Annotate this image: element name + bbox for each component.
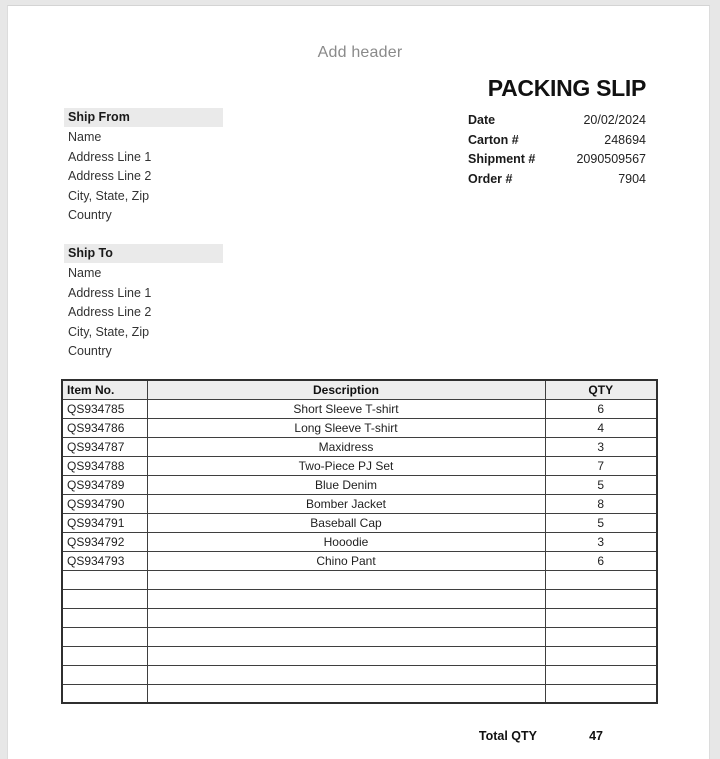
order-info-block: [468, 111, 646, 189]
empty-table-row: [62, 665, 657, 684]
info-row-shipment: [468, 150, 646, 170]
qty-cell[interactable]: 5: [545, 475, 657, 494]
ship-to-address1: Address Line 1: [68, 285, 152, 300]
item-no-cell[interactable]: QS934789: [62, 475, 147, 494]
order-number-label: Order #: [468, 171, 513, 186]
qty-cell[interactable]: 5: [545, 513, 657, 532]
description-cell[interactable]: Short Sleeve T-shirt: [147, 399, 545, 418]
item-no-cell[interactable]: QS934785: [62, 399, 147, 418]
description-cell[interactable]: Two-Piece PJ Set: [147, 456, 545, 475]
empty-table-row: [62, 646, 657, 665]
table-row: [62, 456, 657, 475]
item-no-cell[interactable]: QS934790: [62, 494, 147, 513]
item-no-cell[interactable]: [62, 665, 147, 684]
table-row: [62, 418, 657, 437]
description-cell[interactable]: [147, 627, 545, 646]
ship-to-city: City, State, Zip: [68, 324, 150, 339]
qty-cell[interactable]: 8: [545, 494, 657, 513]
description-cell[interactable]: Blue Denim: [147, 475, 545, 494]
ship-from-heading: Ship From: [64, 108, 223, 127]
item-no-cell[interactable]: [62, 570, 147, 589]
item-no-cell[interactable]: QS934787: [62, 437, 147, 456]
date-value: 20/02/2024: [583, 113, 646, 127]
table-row: [62, 551, 657, 570]
table-row: [62, 513, 657, 532]
table-row: [62, 475, 657, 494]
shipment-value: 2090509567: [576, 152, 646, 166]
qty-cell[interactable]: 4: [545, 418, 657, 437]
total-qty-label: Total QTY: [478, 729, 537, 743]
ship-from-address2: Address Line 2: [68, 169, 152, 183]
description-cell[interactable]: [147, 570, 545, 589]
empty-table-row: [62, 627, 657, 646]
description-cell[interactable]: [147, 684, 545, 703]
total-qty-value: 47: [589, 729, 603, 743]
table-row: [62, 494, 657, 513]
items-table-body: [62, 399, 657, 703]
empty-table-row: [62, 684, 657, 703]
items-table: [61, 379, 658, 704]
qty-cell[interactable]: [545, 589, 657, 608]
qty-cell[interactable]: 3: [545, 532, 657, 551]
empty-table-row: [62, 589, 657, 608]
table-header-row: [62, 380, 657, 399]
description-cell[interactable]: Hooodie: [147, 532, 545, 551]
empty-table-row: [62, 608, 657, 627]
item-no-cell[interactable]: [62, 589, 147, 608]
description-cell[interactable]: Baseball Cap: [147, 513, 545, 532]
document-page: [7, 5, 710, 759]
description-cell[interactable]: Maxidress: [147, 437, 545, 456]
item-no-cell[interactable]: QS934792: [62, 532, 147, 551]
item-no-cell[interactable]: QS934791: [62, 513, 147, 532]
description-cell[interactable]: [147, 646, 545, 665]
qty-cell[interactable]: [545, 684, 657, 703]
page-title: PACKING SLIP: [487, 75, 646, 101]
description-cell[interactable]: [147, 589, 545, 608]
description-header: Description: [147, 380, 545, 399]
ship-to-country: Country: [68, 344, 112, 358]
qty-cell[interactable]: 3: [545, 437, 657, 456]
item-no-cell[interactable]: [62, 684, 147, 703]
ship-to-block: [64, 244, 264, 362]
item-no-header: Item No.: [62, 380, 147, 399]
item-no-cell[interactable]: [62, 627, 147, 646]
qty-cell[interactable]: [545, 646, 657, 665]
qty-cell[interactable]: [545, 570, 657, 589]
item-no-cell[interactable]: [62, 646, 147, 665]
carton-value: 248694: [604, 132, 646, 147]
description-cell[interactable]: Long Sleeve T-shirt: [147, 418, 545, 437]
ship-from-address1: Address Line 1: [68, 149, 152, 164]
qty-cell[interactable]: [545, 627, 657, 646]
description-cell[interactable]: [147, 608, 545, 627]
ship-from-block: [64, 108, 264, 226]
qty-cell[interactable]: [545, 608, 657, 627]
info-row-order: [468, 170, 646, 190]
ship-from-name: Name: [68, 130, 102, 144]
empty-table-row: [62, 570, 657, 589]
description-cell[interactable]: [147, 665, 545, 684]
shipment-label: Shipment #: [468, 152, 536, 166]
table-row: [62, 532, 657, 551]
qty-cell[interactable]: 6: [545, 399, 657, 418]
ship-to-address2: Address Line 2: [68, 305, 152, 319]
ship-to-name: Name: [68, 266, 102, 280]
table-row: [62, 437, 657, 456]
qty-cell[interactable]: 6: [545, 551, 657, 570]
description-cell[interactable]: Chino Pant: [147, 551, 545, 570]
qty-cell[interactable]: 7: [545, 456, 657, 475]
date-label: Date: [468, 113, 496, 127]
ship-to-heading: Ship To: [64, 244, 223, 263]
item-no-cell[interactable]: [62, 608, 147, 627]
order-number-value: 7904: [618, 171, 646, 186]
add-header-placeholder[interactable]: Add header: [317, 44, 403, 61]
info-row-date: [468, 111, 646, 131]
qty-cell[interactable]: [545, 665, 657, 684]
description-cell[interactable]: Bomber Jacket: [147, 494, 545, 513]
table-row: [62, 399, 657, 418]
ship-from-country: Country: [68, 208, 112, 222]
carton-label: Carton #: [468, 132, 519, 147]
qty-header: QTY: [545, 380, 657, 399]
item-no-cell[interactable]: QS934786: [62, 418, 147, 437]
item-no-cell[interactable]: QS934793: [62, 551, 147, 570]
ship-from-city: City, State, Zip: [68, 188, 150, 203]
item-no-cell[interactable]: QS934788: [62, 456, 147, 475]
info-row-carton: [468, 131, 646, 151]
